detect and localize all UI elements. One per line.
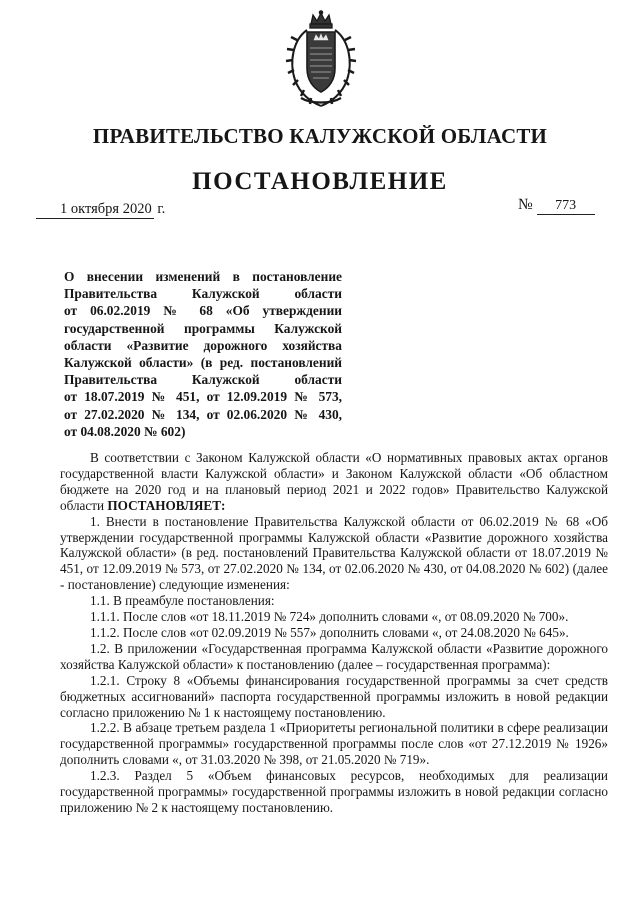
paragraph-1-2-2: 1.2.2. В абзаце третьем раздела 1 «Приоритеты региональной политики в сфере реализации государственной программы» государственной программы после слов «от 27.12.2019 № 1926» дополнить словами «, от 31.03.2020 № 398, от 21.05.2020 № 719». — [60, 720, 608, 768]
decree-body — [60, 450, 608, 816]
decree-date-value: 1 октября 2020 — [36, 201, 154, 219]
subject-line: от 27.02.2020 № 134, от 02.06.2020 № 430, — [64, 406, 342, 422]
decree-number — [518, 196, 595, 215]
decree-date-suffix: г. — [157, 201, 166, 217]
subject-line: области «Развитие дорожного хозяйства — [64, 337, 342, 353]
paragraph-1-2: 1.2. В приложении «Государственная программа Калужской области «Развитие дорожного хозяйства Калужской области» к постановлению (далее – государственная программа): — [60, 640, 608, 672]
subject-line: от 18.07.2019 № 451, от 12.09.2019 № 573, — [64, 389, 342, 405]
paragraph-1-1-2: 1.1.2. После слов «от 02.09.2019 № 557» дополнить словами «, от 24.08.2020 № 645». — [90, 624, 569, 640]
preamble-paragraph — [60, 450, 608, 514]
paragraph-1: 1. Внести в постановление Правительства Калужской области от 06.02.2019 № 68 «Об утверждении государственной программы Калужской области «Развитие дорожного хозяйства Калужской области» (в ред. постановлений Правительства Калужской области от 18.07.2019 № 451, от 12.09.2019 № 573, от 27.02.2020 № 134, от 02.06.2020 № 430, от 04.08.2020 № 602) (далее - постановление) следующие изменения: — [60, 513, 608, 593]
document-type-heading: ПОСТАНОВЛЕНИЕ — [192, 168, 448, 195]
decree-number-value: 773 — [537, 198, 595, 215]
decree-number-label: № — [518, 196, 533, 213]
decree-subject — [64, 268, 342, 440]
paragraph-1-1-1: 1.1.1. После слов «от 18.11.2019 № 724» дополнить словами «, от 08.09.2020 № 700». — [90, 609, 569, 625]
subject-line: Правительства Калужской области — [64, 372, 342, 388]
decree-word: ПОСТАНОВЛЯЕТ: — [107, 497, 226, 513]
subject-line: О внесении изменений в постановление — [64, 269, 342, 284]
subject-line: от 06.02.2019 № 68 «Об утверждении — [64, 303, 342, 319]
subject-line: Калужской области» (в ред. постановлений — [64, 355, 342, 371]
government-title: ПРАВИТЕЛЬСТВО КАЛУЖСКОЙ ОБЛАСТИ — [92, 124, 548, 148]
paragraph-1-1: 1.1. В преамбуле постановления: — [90, 593, 275, 609]
subject-line: от 04.08.2020 № 602) — [64, 423, 186, 439]
paragraph-1-2-3: 1.2.3. Раздел 5 «Объем финансовых ресурсов, необходимых для реализации государственной программы» государственной программы изложить в новой редакции согласно приложению № 2 к настоящему постановлению. — [60, 768, 608, 815]
preamble-text: В соответствии с Законом Калужской области «О нормативных правовых актах органов государственной власти Калужской области» и Законом Калужской области «Об областном бюджете на 2020 год и на плановый период 2021 и 2022 годов» Правительство Калужской области — [60, 450, 608, 513]
decree-date — [36, 201, 165, 219]
subject-line: Правительства Калужской области — [64, 286, 342, 302]
paragraph-1-2-1: 1.2.1. Строку 8 «Объемы финансирования государственной программы за счет средств бюджетных ассигнований» паспорта государственной программы изложить в новой редакции согласно приложению № 1 к настоящему постановлению. — [60, 672, 608, 720]
subject-line: государственной программы Калужской — [64, 320, 342, 336]
coat-of-arms-icon — [285, 10, 357, 110]
